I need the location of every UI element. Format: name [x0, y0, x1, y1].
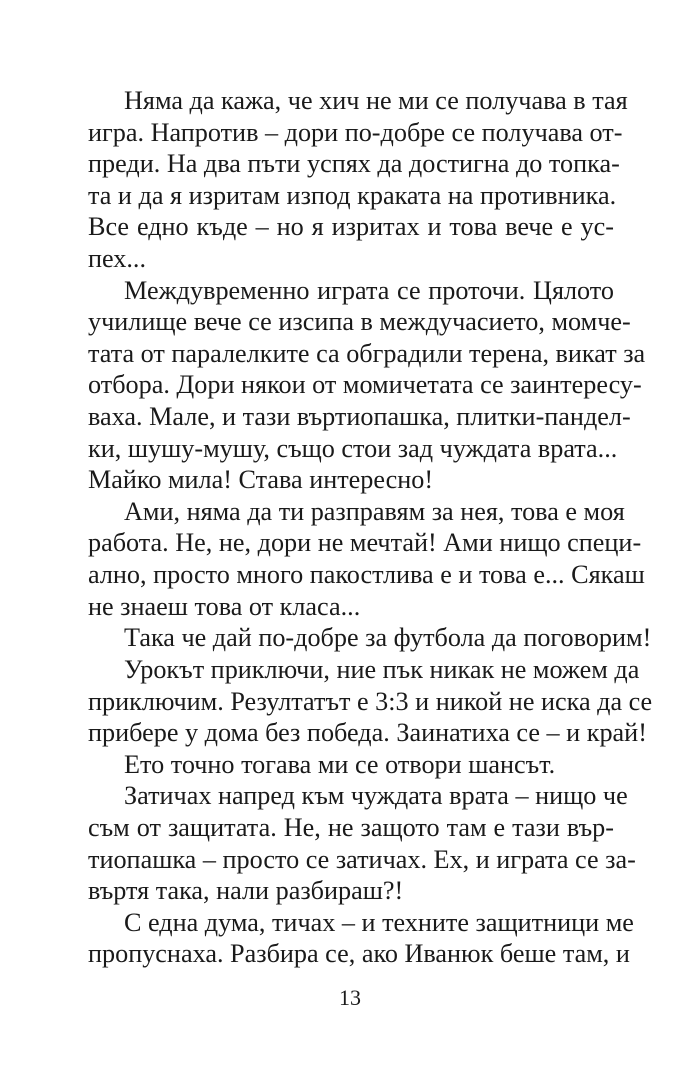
text-block-2 — [88, 654, 653, 970]
text-line: пропуснаха. Разбира се, ако Иванюк беше там, и — [88, 939, 630, 969]
text-line: Майко мила! Става интересно! — [88, 465, 434, 495]
text-line: Няма да кажа, че хич не ми се получава в тая — [124, 86, 628, 115]
text-line: Междувременно играта се проточи. Цялото — [124, 275, 614, 305]
text-line: ално, просто много пакостлива е и това е... Сякаш — [88, 559, 645, 589]
text-line: С една дума, тичах – и техните защитници ме — [124, 907, 634, 937]
text-line: Урокът приключи, ние пък никак не можем да — [124, 655, 640, 684]
text-line: работа. Не, не, дори не мечтай! Ами нищо специ- — [88, 528, 642, 558]
text-line: Така че дай по-добре за футбола да поговорим! — [124, 623, 652, 653]
text-line: Ами, няма да ти разправям за нея, това е моя — [124, 496, 625, 526]
text-line: преди. На два пъти успях да достигна до топка- — [88, 149, 620, 179]
text-line: съм от защитата. Не, не защото там е тази вър- — [88, 812, 614, 842]
text-line: пех... — [88, 243, 147, 273]
text-line: Все едно къде – но я изритах и това вече е ус- — [88, 212, 614, 242]
text-line: тиопашка – просто се затичах. Ех, и играта се за- — [88, 844, 636, 874]
page-number: 13 — [339, 985, 361, 1010]
text-line: Ето точно тогава ми се отвори шансът. — [124, 749, 556, 779]
text-line: ваха. Мале, и тази въртиопашка, плитки-пандел- — [88, 401, 631, 431]
text-line: тата от паралелките са обградили терена, викат за — [88, 338, 646, 368]
text-line: училище вече се изсипа в междучасието, момче- — [88, 307, 631, 337]
text-line: въртя така, нали разбираш?! — [88, 876, 404, 906]
text-line: прибере у дома без победа. Заинатиха се – и край! — [88, 718, 647, 748]
text-line: игра. Напротив – дори по-добре се получава от- — [88, 117, 623, 147]
text-line: та и да я изритам изпод краката на противника. — [88, 180, 617, 210]
text-line: приключим. Резултатът е 3:3 и никой не иска да се — [88, 686, 653, 716]
text-line: отбора. Дори някои от момичетата се заинтересу- — [88, 370, 642, 400]
text-line: ки, шушу-мушу, също стои зад чуждата врата... — [88, 433, 618, 463]
text-line: Затичах напред към чуждата врата – нищо че — [124, 781, 628, 811]
text-block-1 — [88, 85, 652, 654]
text-line: не знаеш това от класа... — [88, 591, 361, 621]
